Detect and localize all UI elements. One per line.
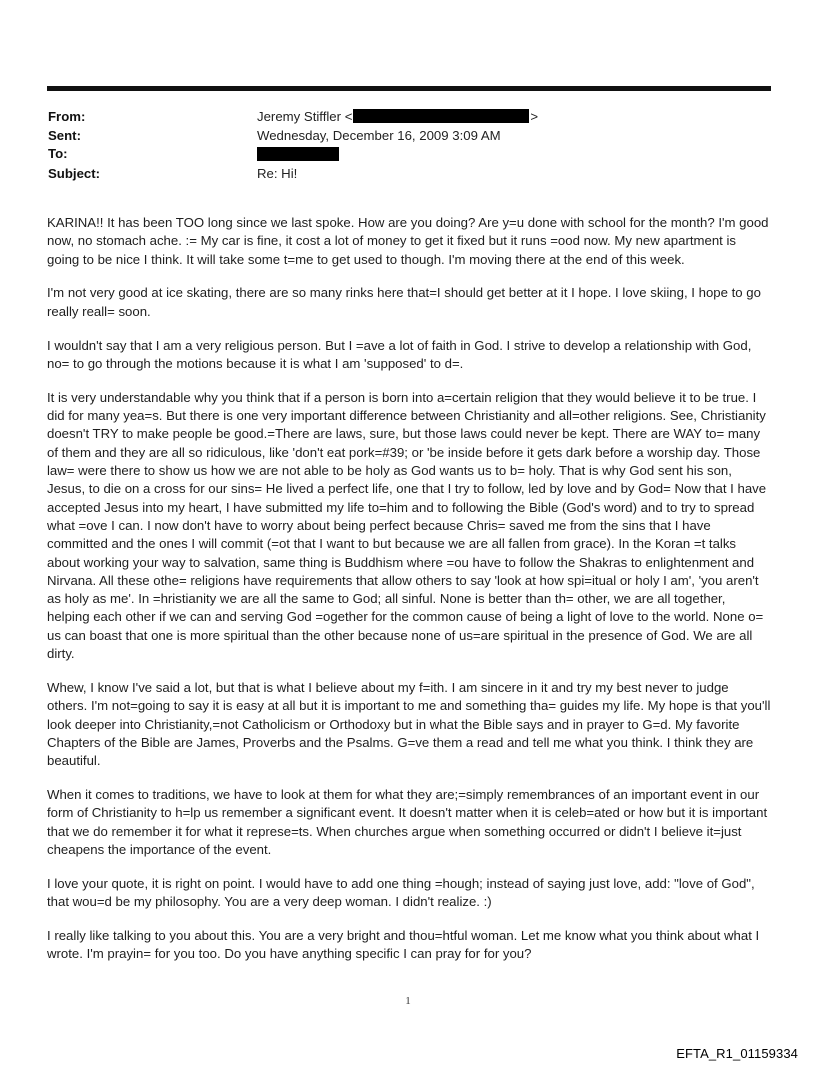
to-row (48, 145, 772, 165)
paragraph: I really like talking to you about this. You are a very bright and thou=htful woman. Let me know what you think about what I wrote. I'm prayin= for you too. Do you have anything specific I can pray for for you? (47, 927, 760, 962)
header-rule (47, 86, 771, 91)
sent-value: Wednesday, December 16, 2009 3:09 AM (257, 127, 501, 143)
from-name: Jeremy Stiffler < (257, 109, 353, 124)
from-label: From: (48, 109, 86, 124)
email-header (48, 108, 772, 183)
sent-row (48, 127, 772, 146)
from-close: > (530, 109, 539, 124)
email-body (47, 214, 771, 979)
paragraph: It is very understandable why you think that if a person is born into a=certain religion that they would believe it to be true. I did for many yea=s. But there is one very important difference between Christianity and all=other religions. See, Christianity doesn't TRY to make people be good.=There are laws, sure, but those laws could never be kept. There are WAY to= many of them and they are all so ridiculous, like 'don't eat pork=#39; or 'be inside before it gets dark before a worship day. Those law= were there to show us how we are not able to be holy as God wants us to b= holy. That is why God sent his son, Jesus, to die on a cross for our sins= He lived a perfect life, one that I try to follow, led by love and by God= Now that I have accepted Jesus into my heart, I have submitted my life to=him and to following the Bible (God's word) and to try to spread what =ove I can. I now don't have to worry about being perfect because Chris= saved me from the sins that I have committed and the ones I will commit (=ot that I want to but because we are all fallen from grace). In the Koran =t talks about working your way to salvation, same thing is Buddhism where =ou have to follow the Shakras to enlightenment and Nirvana. All these othe= religions have requirements that allow others to say 'look at how spi=itual or holy I am', 'you aren't as holy as me'. In =hristianity we are all the same to God; all sinful. None is better than th= other, we are all together, helping each other if we can and serving God =ogether for the common cause of being a light of love to the world. None o= us can boast that one is more spiritual than the other because none of us=are spiritual in the presence of God. We are all dirty. (47, 389, 767, 662)
redacted-email (353, 109, 529, 123)
paragraph: When it comes to traditions, we have to look at them for what they are;=simply remembrances of an important event in our form of Christianity to h=lp us remember a significant event. It doesn't matter when it is celeb=ated or how but it is important that we do remember it for what it represe=ts. When churches argue when something occurred or didn't I believe it=just cheapens the importance of the event. (47, 786, 768, 857)
paragraph: I love your quote, it is right on point. I would have to add one thing =hough; instead of saying just love, add: "love of God", that wou=d be my philosophy. You are a very deep woman. I didn't realize. :) (47, 875, 755, 910)
paragraph: Whew, I know I've said a lot, but that is what I believe about my f=ith. I am sincere in it and try my best never to judge others. I'm not=going to say it is easy at all but it is important to me and something tha= guides my life. My hope is that you'll look deeper into Christianity,=not Catholicism or Orthodoxy but in what the Bible says and in prayer to G=d. My favorite Chapters of the Bible are James, Proverbs and the Psalms. G=ve them a read and tell me what you think. I think they are beautiful. (47, 679, 771, 769)
paragraph: I wouldn't say that I am a very religious person. But I =ave a lot of faith in God. I strive to develop a relationship with God, no= to go through the motions because it is what I am 'supposed' to d=. (47, 337, 752, 371)
sent-label: Sent: (48, 127, 81, 143)
paragraph: KARINA!! It has been TOO long since we last spoke. How are you doing? Are y=u done with school for the month? I'm good now, no stomach ache. := My car is fine, it cost a lot of money to get it fixed but it runs =ood now. My new apartment is going to be nice I think. It will take some t=me to get used to though. I'm moving there at the end of this week. (47, 215, 769, 267)
to-value (257, 145, 339, 165)
redacted-recipient (257, 147, 339, 161)
to-label: To: (48, 146, 68, 161)
page-number: 1 (405, 995, 411, 1007)
from-row (48, 108, 772, 127)
paragraph: I'm not very good at ice skating, there are so many rinks here that=I should get better at it I hope. I love skiing, I hope to go really reall= soon. (47, 285, 761, 319)
from-value (257, 108, 538, 127)
subject-value: Re: Hi! (257, 165, 298, 181)
subject-label: Subject: (48, 165, 101, 181)
document-id: EFTA_R1_01159334 (676, 1046, 798, 1061)
subject-row (48, 165, 772, 184)
